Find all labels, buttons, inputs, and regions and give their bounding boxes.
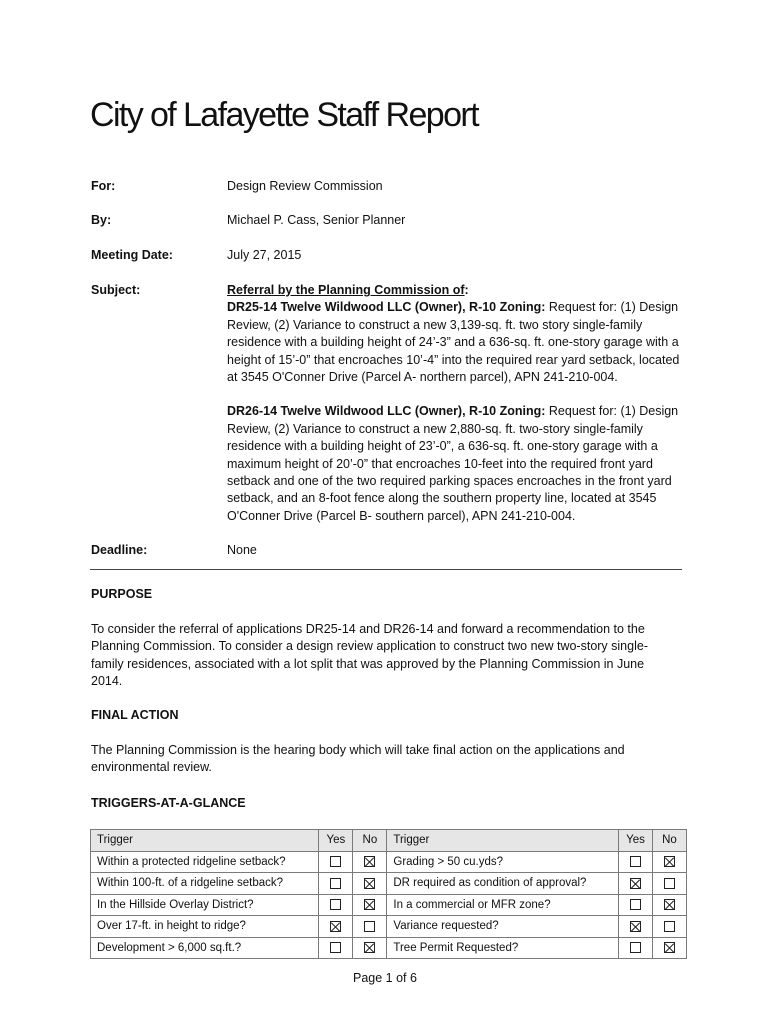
page-number: Page 1 of 6 xyxy=(353,971,417,985)
for-value: Design Review Commission xyxy=(227,179,383,193)
trigger-right-yes-cell xyxy=(618,873,652,895)
subject-heading-text: Referral by the Planning Commission of xyxy=(227,283,465,297)
subject-label: Subject: xyxy=(91,283,141,297)
col-trigger-right: Trigger xyxy=(387,830,619,852)
trigger-right-no-cell xyxy=(652,894,686,916)
col-no-right: No xyxy=(652,830,686,852)
trigger-left-label: Over 17-ft. in height to ridge? xyxy=(91,916,319,938)
checked-checkbox-icon[interactable] xyxy=(330,921,341,932)
date-value: July 27, 2015 xyxy=(227,248,302,262)
deadline-label: Deadline: xyxy=(91,543,148,557)
trigger-left-no-cell xyxy=(353,873,387,895)
trigger-right-label: Variance requested? xyxy=(387,916,619,938)
trigger-right-label: In a commercial or MFR zone? xyxy=(387,894,619,916)
for-label: For: xyxy=(91,179,116,193)
subject-item-1 xyxy=(227,299,685,386)
final-action-text: The Planning Commission is the hearing body which will take final action on the applications and environmental review. xyxy=(91,743,625,775)
table-row xyxy=(91,894,687,916)
trigger-left-label: Development > 6,000 sq.ft.? xyxy=(91,937,319,959)
trigger-right-yes-cell xyxy=(618,851,652,873)
empty-checkbox-icon[interactable] xyxy=(664,921,675,932)
subject-block xyxy=(227,282,685,525)
trigger-right-yes-cell xyxy=(618,937,652,959)
table-row xyxy=(91,873,687,895)
triggers-header-row xyxy=(91,830,687,852)
subject-item-2-title: DR26-14 Twelve Wildwood LLC (Owner), R-10 Zoning: xyxy=(227,404,546,419)
table-row xyxy=(91,851,687,873)
by-value: Michael P. Cass, Senior Planner xyxy=(227,213,406,227)
page-title: City of Lafayette Staff Report xyxy=(90,96,478,134)
subject-item-1-text: Request for: (1) Design Review, (2) Variance to construct a new 3,139-sq. ft. two story single-family residence with a building height of 24’-3” and a 636-sq. ft. one-story garage with a height of 15’-0” that encroaches 10’-4” into the required rear yard setback, located at 3545 O'Conner Drive (Parcel A- northern parcel), APN 241-210-004. xyxy=(227,300,680,385)
header-divider xyxy=(90,569,682,570)
checked-checkbox-icon[interactable] xyxy=(664,942,675,953)
trigger-left-yes-cell xyxy=(319,916,353,938)
trigger-left-no-cell xyxy=(353,937,387,959)
empty-checkbox-icon[interactable] xyxy=(330,942,341,953)
trigger-left-no-cell xyxy=(353,851,387,873)
empty-checkbox-icon[interactable] xyxy=(330,899,341,910)
trigger-right-no-cell xyxy=(652,937,686,959)
purpose-text: To consider the referral of applications DR25-14 and DR26-14 and forward a recommendation to the Planning Commission. To consider a design review application to construct two new two-story single-family residences, associated with a lot split that was approved by the Planning Commission in June 2014. xyxy=(91,622,648,689)
triggers-table xyxy=(90,829,687,959)
trigger-left-label: Within 100-ft. of a ridgeline setback? xyxy=(91,873,319,895)
col-trigger-left: Trigger xyxy=(91,830,319,852)
trigger-left-yes-cell xyxy=(319,894,353,916)
trigger-right-label: Grading > 50 cu.yds? xyxy=(387,851,619,873)
checked-checkbox-icon[interactable] xyxy=(364,942,375,953)
trigger-right-label: DR required as condition of approval? xyxy=(387,873,619,895)
empty-checkbox-icon[interactable] xyxy=(664,878,675,889)
trigger-right-label: Tree Permit Requested? xyxy=(387,937,619,959)
table-row xyxy=(91,916,687,938)
col-yes-left: Yes xyxy=(319,830,353,852)
subject-item-2-text: Request for: (1) Design Review, (2) Variance to construct a new 2,880-sq. ft. two-story single-family residence with a building height of 23’-0”, a 636-sq. ft. one-story garage with a maximum height of 20’-0” that encroaches 10-feet into the required front yard setback and one of the two required parking spaces encroaches in the front yard setback, and an 8-foot fence along the southern property line, located at 3545 O'Conner Drive (Parcel B- southern parcel), APN 241-210-004. xyxy=(227,404,679,523)
trigger-left-no-cell xyxy=(353,916,387,938)
col-yes-right: Yes xyxy=(618,830,652,852)
checked-checkbox-icon[interactable] xyxy=(364,899,375,910)
trigger-left-yes-cell xyxy=(319,873,353,895)
trigger-left-label: Within a protected ridgeline setback? xyxy=(91,851,319,873)
empty-checkbox-icon[interactable] xyxy=(364,921,375,932)
table-row xyxy=(91,937,687,959)
trigger-left-no-cell xyxy=(353,894,387,916)
trigger-left-yes-cell xyxy=(319,851,353,873)
final-action-heading: FINAL ACTION xyxy=(91,708,179,722)
checked-checkbox-icon[interactable] xyxy=(364,856,375,867)
checked-checkbox-icon[interactable] xyxy=(664,856,675,867)
by-label: By: xyxy=(91,213,112,227)
col-no-left: No xyxy=(353,830,387,852)
subject-item-1-title: DR25-14 Twelve Wildwood LLC (Owner), R-10 Zoning: xyxy=(227,300,546,315)
date-label: Meeting Date: xyxy=(91,248,173,262)
trigger-left-label: In the Hillside Overlay District? xyxy=(91,894,319,916)
purpose-heading: PURPOSE xyxy=(91,587,153,601)
empty-checkbox-icon[interactable] xyxy=(330,878,341,889)
trigger-right-no-cell xyxy=(652,916,686,938)
trigger-right-yes-cell xyxy=(618,894,652,916)
trigger-right-no-cell xyxy=(652,873,686,895)
empty-checkbox-icon[interactable] xyxy=(330,856,341,867)
checked-checkbox-icon[interactable] xyxy=(364,878,375,889)
checked-checkbox-icon[interactable] xyxy=(630,921,641,932)
triggers-heading: TRIGGERS-AT-A-GLANCE xyxy=(91,796,246,810)
trigger-right-no-cell xyxy=(652,851,686,873)
empty-checkbox-icon[interactable] xyxy=(630,899,641,910)
empty-checkbox-icon[interactable] xyxy=(630,942,641,953)
deadline-value: None xyxy=(227,543,257,557)
subject-heading: Referral by the Planning Commission of: xyxy=(227,283,469,297)
checked-checkbox-icon[interactable] xyxy=(630,878,641,889)
trigger-left-yes-cell xyxy=(319,937,353,959)
checked-checkbox-icon[interactable] xyxy=(664,899,675,910)
empty-checkbox-icon[interactable] xyxy=(630,856,641,867)
subject-item-2 xyxy=(227,403,685,525)
trigger-right-yes-cell xyxy=(618,916,652,938)
